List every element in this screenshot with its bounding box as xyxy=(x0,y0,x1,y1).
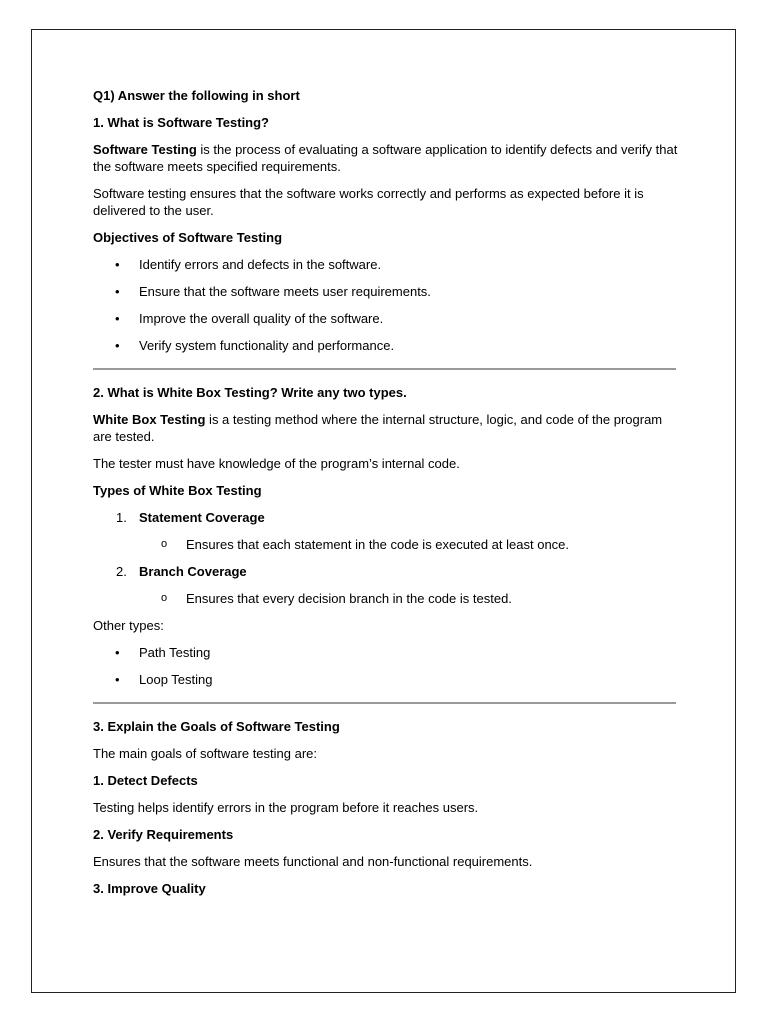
section-divider xyxy=(93,368,676,370)
bullet-icon: • xyxy=(115,257,120,272)
section-2-paragraph: The tester must have knowledge of the program’s internal code. xyxy=(93,456,460,471)
list-item xyxy=(93,644,681,661)
list-item xyxy=(93,563,681,607)
sub-list-item-text: Ensures that each statement in the code is executed at least once. xyxy=(186,537,570,552)
definition-term: Software Testing xyxy=(93,142,197,157)
type-name: Statement Coverage xyxy=(139,510,265,525)
goal-title: 2. Verify Requirements xyxy=(93,827,234,842)
sub-list-item-text: Ensures that every decision branch in the code is tested. xyxy=(186,591,512,606)
question-heading: Q1) Answer the following in short xyxy=(93,88,300,103)
bullet-icon: • xyxy=(115,338,120,353)
type-name: Branch Coverage xyxy=(139,564,247,579)
section-3-heading: 3. Explain the Goals of Software Testing xyxy=(93,719,340,734)
list-item xyxy=(93,256,681,273)
circle-bullet-icon: o xyxy=(161,538,168,550)
list-item xyxy=(93,337,681,354)
list-item-text: Verify system functionality and performance. xyxy=(139,338,395,353)
document-body xyxy=(93,87,681,907)
circle-bullet-icon: o xyxy=(161,592,168,604)
list-item-text: Ensure that the software meets user requirements. xyxy=(139,284,431,299)
goal-title: 1. Detect Defects xyxy=(93,773,198,788)
section-divider xyxy=(93,702,676,704)
list-item xyxy=(93,310,681,327)
section-2-definition xyxy=(93,411,681,445)
list-item xyxy=(93,283,681,300)
sub-list-item xyxy=(93,590,681,607)
goal-title: 3. Improve Quality xyxy=(93,881,206,896)
goal-description: Ensures that the software meets functional and non-functional requirements. xyxy=(93,854,533,869)
section-1-definition xyxy=(93,141,681,175)
types-heading: Types of White Box Testing xyxy=(93,483,262,498)
list-item xyxy=(93,671,681,688)
section-1-heading: 1. What is Software Testing? xyxy=(93,115,270,130)
list-item-text: Identify errors and defects in the software. xyxy=(139,257,382,272)
bullet-icon: • xyxy=(115,672,120,687)
list-item-text: Path Testing xyxy=(139,645,211,660)
definition-term: White Box Testing xyxy=(93,412,206,427)
bullet-icon: • xyxy=(115,284,120,299)
sub-list-item xyxy=(93,536,681,553)
definition-text: is a testing method where the internal structure, logic, and code of the program are tested. xyxy=(93,412,663,444)
bullet-icon: • xyxy=(115,311,120,326)
bullet-icon: • xyxy=(115,645,120,660)
list-item-text: Improve the overall quality of the software. xyxy=(139,311,384,326)
list-item-text: Loop Testing xyxy=(139,672,213,687)
other-types-list xyxy=(93,644,681,688)
list-number: 1. xyxy=(116,510,127,525)
goal-description: Testing helps identify errors in the program before it reaches users. xyxy=(93,800,479,815)
section-1-paragraph: Software testing ensures that the software works correctly and performs as expected before it is delivered to the user. xyxy=(93,186,644,218)
objectives-list xyxy=(93,256,681,354)
list-number: 2. xyxy=(116,564,127,579)
types-list xyxy=(93,509,681,607)
objectives-heading: Objectives of Software Testing xyxy=(93,230,283,245)
list-item xyxy=(93,509,681,553)
definition-text: is the process of evaluating a software application to identify defects and verify that the software meets specified requirements. xyxy=(93,142,678,174)
section-2-heading: 2. What is White Box Testing? Write any two types. xyxy=(93,385,407,400)
section-3-intro: The main goals of software testing are: xyxy=(93,746,318,761)
other-types-label: Other types: xyxy=(93,618,164,633)
